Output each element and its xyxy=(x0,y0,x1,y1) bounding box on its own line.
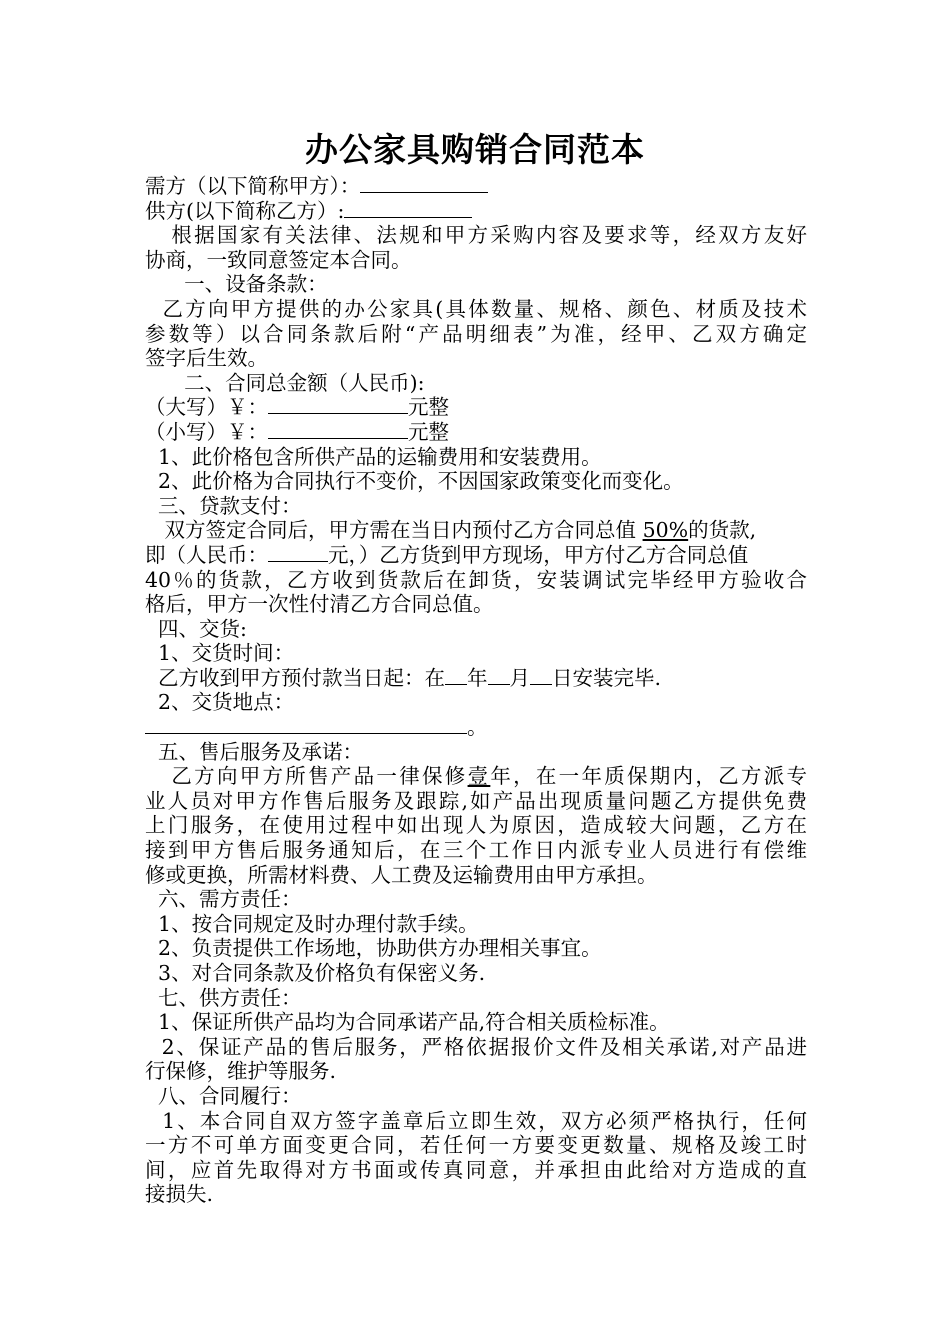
paragraph-line: 2、交货地点： xyxy=(145,690,295,715)
supplier-line xyxy=(145,199,807,224)
amount-uppercase-blank xyxy=(268,395,408,414)
paragraph-line: 格后，甲方一次性付清乙方合同总值。 xyxy=(145,592,494,617)
buyer-blank xyxy=(360,174,488,193)
section-heading: 七、供方责任： xyxy=(145,985,302,1010)
section-heading: 八、合同履行： xyxy=(145,1083,302,1108)
paragraph-line: 2、此价格为合同执行不变价，不因国家政策变化而变化。 xyxy=(145,469,684,494)
paragraph-line: 业人员对甲方作售后服务及跟踪,如产品出现质量问题乙方提供免费 xyxy=(145,788,807,813)
document-title: 办公家具购销合同范本 xyxy=(305,130,645,169)
buyer-line xyxy=(145,174,807,199)
paragraph-line: 乙方向甲方提供的办公家具(具体数量、规格、颜色、材质及技术 xyxy=(145,296,807,321)
paragraph-line: 1、本合同自双方签字盖章后立即生效，双方必须严格执行，任何 xyxy=(145,1108,807,1133)
warranty-years: 壹 xyxy=(467,764,491,789)
paragraph-line: 2、负责提供工作场地，协助供方办理相关事宜。 xyxy=(145,936,602,961)
section-heading: 四、交货: xyxy=(145,616,247,641)
payment-amount-line: 即（人民币： 元，）乙方货到甲方现场，甲方付乙方合同总值 xyxy=(145,542,749,567)
buyer-label: 需方（以下简称甲方）： xyxy=(145,174,361,198)
supplier-blank xyxy=(344,199,472,218)
payment-amount-blank xyxy=(268,543,328,562)
paragraph-line: 根据国家有关法律、法规和甲方采购内容及要求等，经双方友好 xyxy=(145,223,807,248)
paragraph-line: 间，应首先取得对方书面或传真同意，并承担由此给对方造成的直 xyxy=(145,1157,807,1182)
paragraph-line: 参数等）以合同条款后附“产品明细表”为准，经甲、乙双方确定 xyxy=(145,321,807,346)
paragraph-line: 一方不可单方面变更合同，若任何一方要变更数量、规格及竣工时 xyxy=(145,1133,807,1158)
paragraph-line: 1、保证所供产品均为合同承诺产品,符合相关质检标准。 xyxy=(145,1010,670,1035)
amount-lowercase-blank xyxy=(268,420,408,439)
section-heading: 三、贷款支付： xyxy=(145,493,302,518)
document-body xyxy=(145,174,807,1207)
delivery-time-line: 乙方收到甲方预付款当日起：在 年 月 日安装完毕. xyxy=(145,665,662,690)
delivery-place-blank xyxy=(145,715,467,734)
paragraph-line: 2、保证产品的售后服务，严格依据报价文件及相关承诺,对产品进 xyxy=(145,1034,807,1059)
delivery-place-line: 。 xyxy=(145,715,807,740)
section-heading: 二、合同总金额（人民币): xyxy=(145,370,425,395)
paragraph-line: 1、交货时间： xyxy=(145,641,295,666)
paragraph-line: 接损失. xyxy=(145,1182,214,1207)
section-heading: 一、设备条款： xyxy=(145,272,328,297)
amount-uppercase-line: （大写）￥： 元整 xyxy=(145,395,449,420)
year-blank xyxy=(445,666,467,685)
paragraph-line: 1、按合同规定及时办理付款手续。 xyxy=(145,911,479,936)
payment-line: 双方签定合同后，甲方需在当日内预付乙方合同总值 50%的货款, xyxy=(145,518,757,543)
warranty-line: 乙方向甲方所售产品一律保修壹年，在一年质保期内，乙方派专 xyxy=(145,764,807,789)
paragraph-line: 3、对合同条款及价格负有保密义务. xyxy=(145,961,486,985)
paragraph-line: 行保修，维护等服务. xyxy=(145,1059,337,1084)
paragraph-line: 修或更换，所需材料费、人工费及运输费用由甲方承担。 xyxy=(145,862,658,887)
paragraph-line: 上门服务，在使用过程中如出现人为原因，造成较大问题，乙方在 xyxy=(145,813,807,838)
paragraph-line: 接到甲方售后服务通知后，在三个工作日内派专业人员进行有偿维 xyxy=(145,838,807,863)
day-blank xyxy=(530,666,552,685)
supplier-label: 供方(以下简称乙方）: xyxy=(145,198,345,223)
section-heading: 五、售后服务及承诺： xyxy=(145,739,364,764)
paragraph-line: 签字后生效。 xyxy=(145,346,268,371)
paragraph-line: 40％的货款，乙方收到货款后在卸货，安装调试完毕经甲方验收合 xyxy=(145,567,807,592)
paragraph-line: 1、此价格包含所供产品的运输费用和安装费用。 xyxy=(145,444,602,469)
month-blank xyxy=(488,666,510,685)
paragraph-line: 协商，一致同意签定本合同。 xyxy=(145,247,412,272)
amount-lowercase-line: （小写）￥： 元整 xyxy=(145,419,449,444)
section-heading: 六、需方责任： xyxy=(145,887,302,912)
prepay-percent: 50% xyxy=(642,518,689,543)
